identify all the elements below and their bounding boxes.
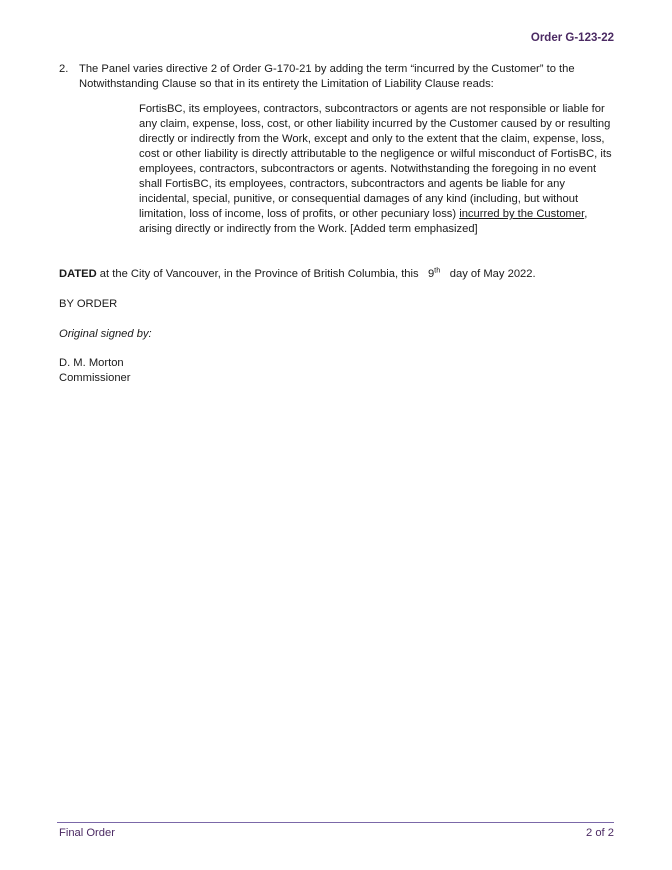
quote-emphasized-term: incurred by the Customer bbox=[459, 208, 585, 220]
dated-text-after: day of May 2022. bbox=[446, 268, 536, 280]
order-number: Order G-123-22 bbox=[530, 32, 614, 44]
dated-day: 9 bbox=[427, 268, 435, 280]
liability-clause-quote bbox=[139, 102, 613, 237]
quote-part-1: FortisBC, its employees, contractors, subcontractors or agents are not responsible or liable for any claim, expense, loss, cost, or other liability incurred by the Customer caused by or resulting directly or indirectly from the Work, except and only to the extent that the claim, expense, loss, cost or other liability is directly attributable to the negligence or wilful misconduct of FortisBC, its employees, contractors, subcontractors or agents. Notwithstanding the foregoing in no event shall FortisBC, its employees, contractors, subcontractors and agents be liable for any incidental, special, punitive, or consequential damages of any kind (including, but without limitation, loss of income, loss of profits, or other pecuniary loss) bbox=[139, 103, 612, 220]
by-order: BY ORDER bbox=[59, 298, 118, 310]
item-text: The Panel varies directive 2 of Order G-170-21 by adding the term “incurred by the Customer” to the Notwithstanding Clause so that in its entirety the Limitation of Liability Clause reads: bbox=[79, 63, 575, 90]
dated-line bbox=[59, 267, 536, 282]
item-number: 2. bbox=[59, 63, 69, 75]
dated-day-suffix: th bbox=[434, 265, 441, 275]
footer-divider bbox=[57, 822, 614, 823]
page-number: 2 of 2 bbox=[586, 827, 614, 839]
signatory-title: Commissioner bbox=[59, 372, 131, 384]
dated-text-before: at the City of Vancouver, in the Province of British Columbia, this bbox=[96, 268, 422, 280]
directive-item bbox=[59, 62, 599, 92]
signed-note: Original signed by: bbox=[59, 328, 152, 340]
quote-part-2: , arising directly or indirectly from the Work. [Added term emphasized] bbox=[139, 208, 588, 235]
signatory-name: D. M. Morton bbox=[59, 357, 124, 369]
dated-label: DATED bbox=[59, 268, 97, 280]
signatory bbox=[59, 356, 131, 386]
footer-label: Final Order bbox=[59, 827, 115, 839]
